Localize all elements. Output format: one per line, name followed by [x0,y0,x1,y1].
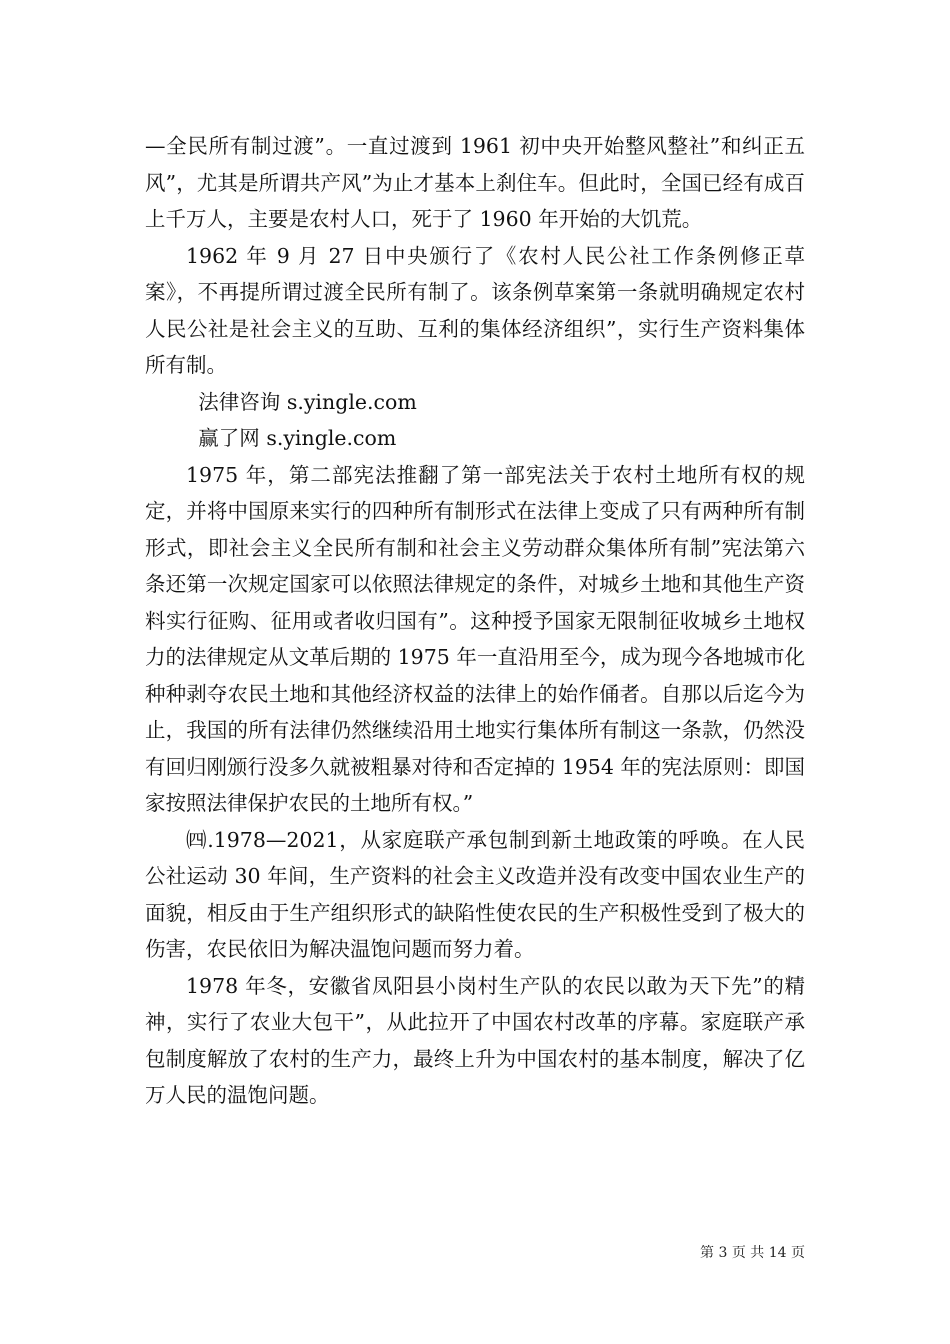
paragraph-1: —全民所有制过渡”。一直过渡到 1961 初中央开始整风整社”和纠正五风”，尤其是所谓共产风”为止才基本上刹住车。但此时，全国已经有成百上千万人，主要是农村人口，死于了 1960 年开始的大饥荒。 [145,134,805,231]
paragraph-4: ㈣.1978—2021，从家庭联产承包制到新土地政策的呼唤。在人民公社运动 30 年间，生产资料的社会主义改造并没有改变中国农业生产的面貌，相反由于生产组织形式的缺陷性使农民的生产积极性受到了极大的伤害，农民依旧为解决温饱问题而努力着。 [145,827,805,961]
link-text-legal-consult: 法律咨询 s.yingle.com [198,389,417,414]
paragraph-5: 1978 年冬，安徽省凤阳县小岗村生产队的农民以敢为天下先”的精神，实行了农业大包干”，从此拉开了中国农村改革的序幕。家庭联产承包制度解放了农村的生产力，最终上升为中国农村的基本制度，解决了亿万人民的温饱问题。 [145,973,805,1107]
link-text-yingle: 赢了网 s.yingle.com [198,426,397,450]
page-number-footer: 第 3 页 共 14 页 [700,1245,805,1261]
paragraph-3: 1975 年，第二部宪法推翻了第一部宪法关于农村土地所有权的规定，并将中国原来实行的四种所有制形式在法律上变成了只有两种所有制形式，即社会主义全民所有制和社会主义劳动群众集体所有制”宪法第六条还第一次规定国家可以依照法律规定的条件，对城乡土地和其他生产资料实行征购、征用或者收归国有”。这种授予国家无限制征收城乡土地权力的法律规定从文革后期的 1975 年一直沿用至今，成为现今各地城市化种种剥夺农民土地和其他经济权益的法律上的始作俑者。自那以后迄今为止，我国的所有法律仍然继续沿用土地实行集体所有制这一条款，仍然没有回归刚颁行没多久就被粗暴对待和否定掉的 1954 年的宪法原则：即国家按照法律保护农民的土地所有权。” [145,462,805,815]
paragraph-2: 1962 年 9 月 27 日中央颁行了《农村人民公社工作条例修正草案》，不再提所谓过渡全民所有制了。该条例草案第一条就明确规定农村人民公社是社会主义的互助、互利的集体经济组织”，实行生产资料集体所有制。 [145,243,805,377]
document-body [145,128,805,1114]
